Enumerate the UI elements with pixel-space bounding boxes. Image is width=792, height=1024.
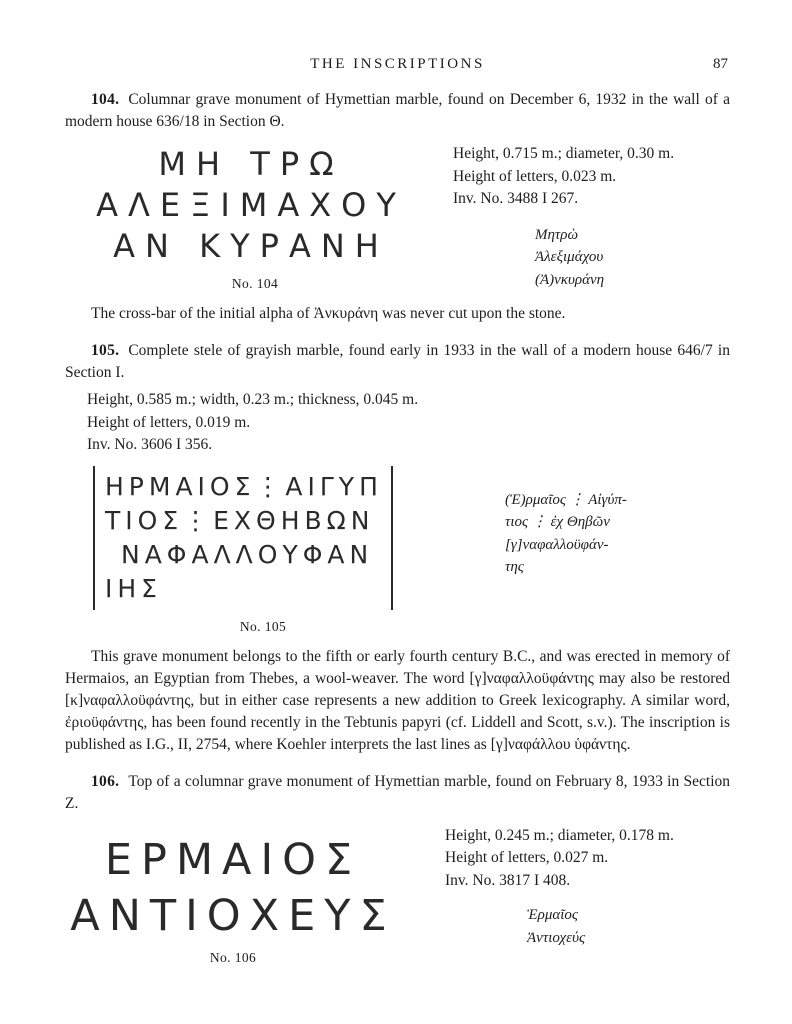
inscription-facsimile-105 bbox=[93, 466, 393, 610]
entry-105-discussion: This grave monument belongs to the fifth or early fourth century B.C., and was erected in memory of Hermaios, an Egyptian from Thebes, a wool-weaver. The word [γ]ναφαλλοϋφάντης may also be restored [κ]ναφαλλοϋφάντης, but in either case represents a new addition to Greek lexicography. A similar word, ἐριοϋφάντης, has been found recently in the Tebtunis papyri (cf. Liddell and Scott, s.v.). The inscription is published as I.G., II, 2754, where Koehler interprets the last lines as [γ]ναφάλλου ὑφάντης. bbox=[65, 647, 730, 753]
measurement-line: Height of letters, 0.023 m. bbox=[453, 167, 617, 185]
entry-104-transcription bbox=[535, 224, 730, 292]
entry-106 bbox=[65, 771, 730, 966]
transcription-line: Ἀντιοχεύς bbox=[527, 929, 586, 946]
facsimile-line: ΑΝ ΚΥΡΑΝΗ bbox=[113, 227, 389, 265]
measurement-line: Inv. No. 3606 I 356. bbox=[87, 436, 213, 453]
entry-105-transcription bbox=[505, 489, 730, 579]
entry-105-facsimile-column bbox=[65, 466, 465, 635]
figure-caption-104: No. 104 bbox=[231, 276, 279, 291]
transcription-line: της bbox=[505, 559, 524, 575]
figure-caption-105: No. 105 bbox=[239, 618, 287, 634]
facsimile-line: ΑΛΕΞΙΜΑΧΟΥ bbox=[96, 186, 406, 224]
entry-106-number: 106. bbox=[91, 772, 120, 790]
entry-104-facsimile-column bbox=[65, 142, 445, 292]
entry-105-number: 105. bbox=[91, 342, 120, 359]
entry-105-meta-column bbox=[465, 466, 730, 579]
facsimile-line: ΝΑΦΑΛΛΟΥΦΑΝ bbox=[121, 539, 374, 569]
transcription-line: Μητρὼ bbox=[535, 226, 579, 243]
entry-104-text: Columnar grave monument of Hymettian marble, found on December 6, 1932 in the wall of a modern house 636/18 in Section Θ. bbox=[65, 91, 730, 130]
entry-104-figure-row bbox=[65, 142, 730, 292]
transcription-line: Ἀλεξιμάχου bbox=[535, 249, 604, 265]
transcription-line: [γ]ναφαλλοϋφάν- bbox=[505, 536, 609, 553]
inscription-facsimile-106 bbox=[33, 824, 433, 944]
entry-105 bbox=[65, 340, 730, 756]
entry-104-description bbox=[65, 89, 730, 133]
running-head bbox=[65, 56, 730, 73]
entry-106-text: Top of a columnar grave monument of Hymettian marble, found on February 8, 1933 in Section Ζ. bbox=[65, 772, 730, 812]
measurement-line: Inv. No. 3817 I 408. bbox=[445, 871, 571, 889]
transcription-line: (Ἀ)νκυράνη bbox=[535, 271, 605, 288]
measurement-line: Height, 0.715 m.; diameter, 0.30 m. bbox=[453, 145, 675, 162]
entry-105-description bbox=[65, 340, 730, 384]
entry-104-measurements bbox=[453, 143, 730, 211]
inscription-facsimile-104 bbox=[65, 142, 437, 267]
facsimile-line: ΜΗ ΤΡΩ bbox=[158, 145, 344, 183]
facsimile-line: ΑΝΤΙΟΧΕΥΣ bbox=[70, 890, 396, 941]
entry-106-measurements bbox=[445, 825, 730, 893]
facsimile-line: ΗΡΜΑΙΟΣ⋮ΑΙΓΥΠ bbox=[105, 471, 383, 501]
entry-106-description bbox=[65, 771, 730, 815]
entry-106-meta-column bbox=[445, 824, 730, 950]
facsimile-line: ΙΗΣ bbox=[105, 573, 162, 603]
measurement-line: Height, 0.245 m.; diameter, 0.178 m. bbox=[445, 826, 674, 844]
page-number: 87 bbox=[713, 56, 728, 72]
transcription-line: Ἑρμαῖος bbox=[527, 907, 578, 923]
measurement-line: Height of letters, 0.019 m. bbox=[87, 413, 251, 431]
transcription-line: (Ἑ)ρμαῖος ⋮ Αἰγύπ- bbox=[505, 491, 627, 508]
transcription-line: τιος ⋮ ἐχ Θηβῶν bbox=[505, 514, 610, 530]
measurement-line: Height, 0.585 m.; width, 0.23 m.; thickness, 0.045 m. bbox=[87, 391, 419, 408]
entry-104 bbox=[65, 89, 730, 325]
running-title: THE INSCRIPTIONS bbox=[310, 56, 485, 72]
entry-106-facsimile-column bbox=[65, 824, 445, 966]
facsimile-line: ΤΙΟΣ⋮ΕΧΘΗΒΩΝ bbox=[105, 505, 375, 535]
entry-104-number: 104. bbox=[91, 91, 120, 108]
entry-106-figure-row bbox=[65, 824, 730, 966]
entry-104-note: The cross-bar of the initial alpha of Ἀνκυράνη was never cut upon the stone. bbox=[91, 305, 566, 322]
entry-105-measurements bbox=[87, 389, 730, 457]
facsimile-line: ΕΡΜΑΙΟΣ bbox=[104, 834, 362, 885]
entry-106-transcription bbox=[527, 904, 730, 949]
measurement-line: Height of letters, 0.027 m. bbox=[445, 849, 609, 866]
entry-105-text: Complete stele of grayish marble, found early in 1933 in the wall of a modern house 646/7 in Section Ι. bbox=[65, 342, 730, 381]
figure-caption-106: No. 106 bbox=[209, 949, 257, 965]
measurement-line: Inv. No. 3488 I 267. bbox=[453, 190, 579, 207]
entry-105-figure-row bbox=[65, 466, 730, 635]
entry-104-meta-column bbox=[453, 142, 730, 291]
